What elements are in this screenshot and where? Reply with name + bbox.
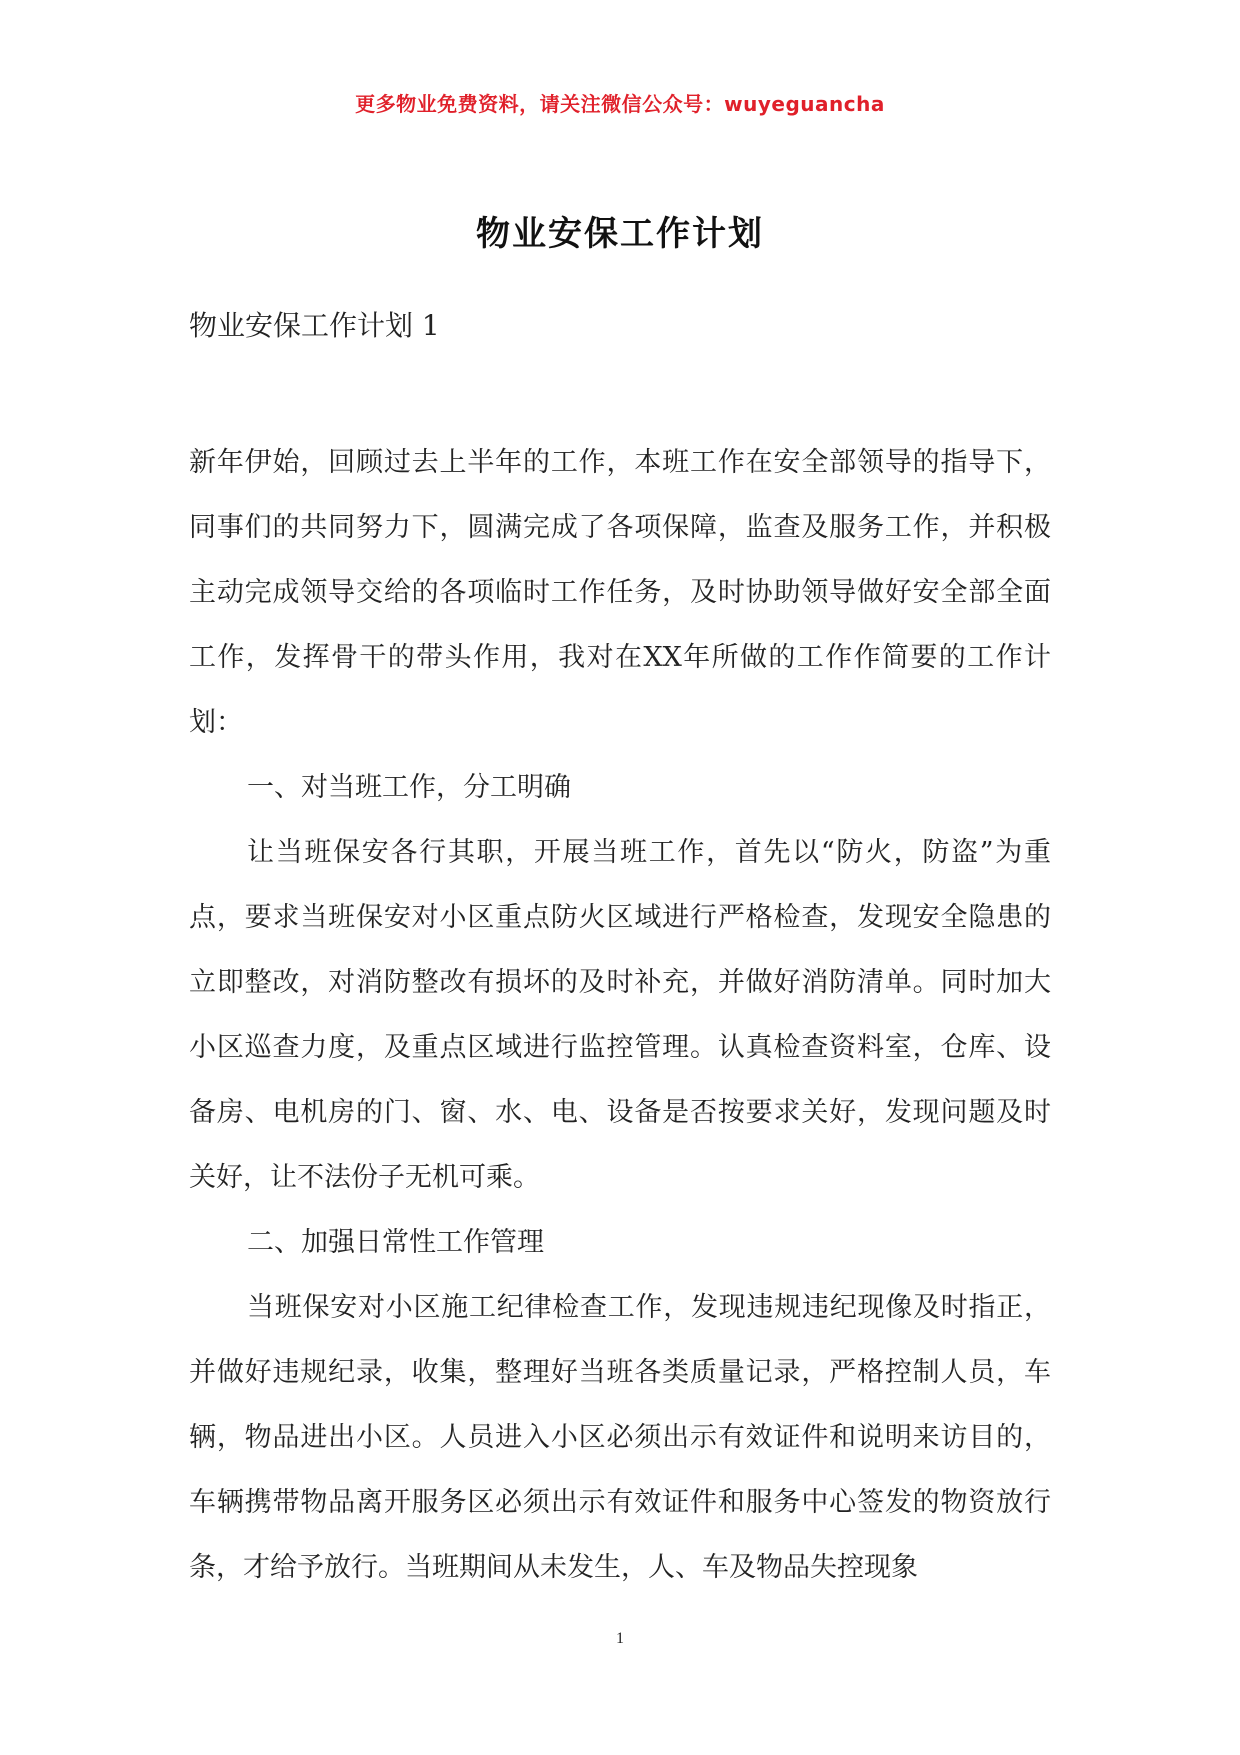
section-heading-1: 一、对当班工作，分工明确 [247,772,571,803]
section-heading-2: 二、加强日常性工作管理 [247,1227,544,1258]
paragraph-1: 让当班保安各行其职，开展当班工作，首先以“防火，防盗”为重点，要求当班保安对小区重点防火区域进行严格检查，发现安全隐患的立即整改，对消防整改有损坏的及时补充，并做好消防清单。同时加大小区巡查力度，及重点区域进行监控管理。认真检查资料室，仓库、设备房、电机房的门、窗、水、电、设备是否按要求关好，发现问题及时关好，让不法份子无机可乘。 [189,837,1051,1193]
paragraph-2: 当班保安对小区施工纪律检查工作，发现违规违纪现像及时指正，并做好违规纪录，收集，整理好当班各类质量记录，严格控制人员，车辆，物品进出小区。人员进入小区必须出示有效证件和说明来访目的，车辆携带物品离开服务区必须出示有效证件和服务中心签发的物资放行条，才给予放行。当班期间从未发生，人、车及物品失控现象 [189,1292,1051,1583]
promo-banner: 更多物业免费资料，请关注微信公众号：wuyeguancha [355,92,885,116]
section-heading: 物业安保工作计划 1 [189,309,440,342]
paragraph-intro: 新年伊始，回顾过去上半年的工作，本班工作在安全部领导的指导下，同事们的共同努力下，圆满完成了各项保障，监查及服务工作，并积极主动完成领导交给的各项临时工作任务，及时协助领导做好安全部全面工作，发挥骨干的带头作用，我对在XX年所做的工作作简要的工作计划： [189,447,1051,738]
page-number: 1 [616,1630,624,1647]
document-title: 物业安保工作计划 [476,214,764,254]
document-body [189,430,1051,1600]
